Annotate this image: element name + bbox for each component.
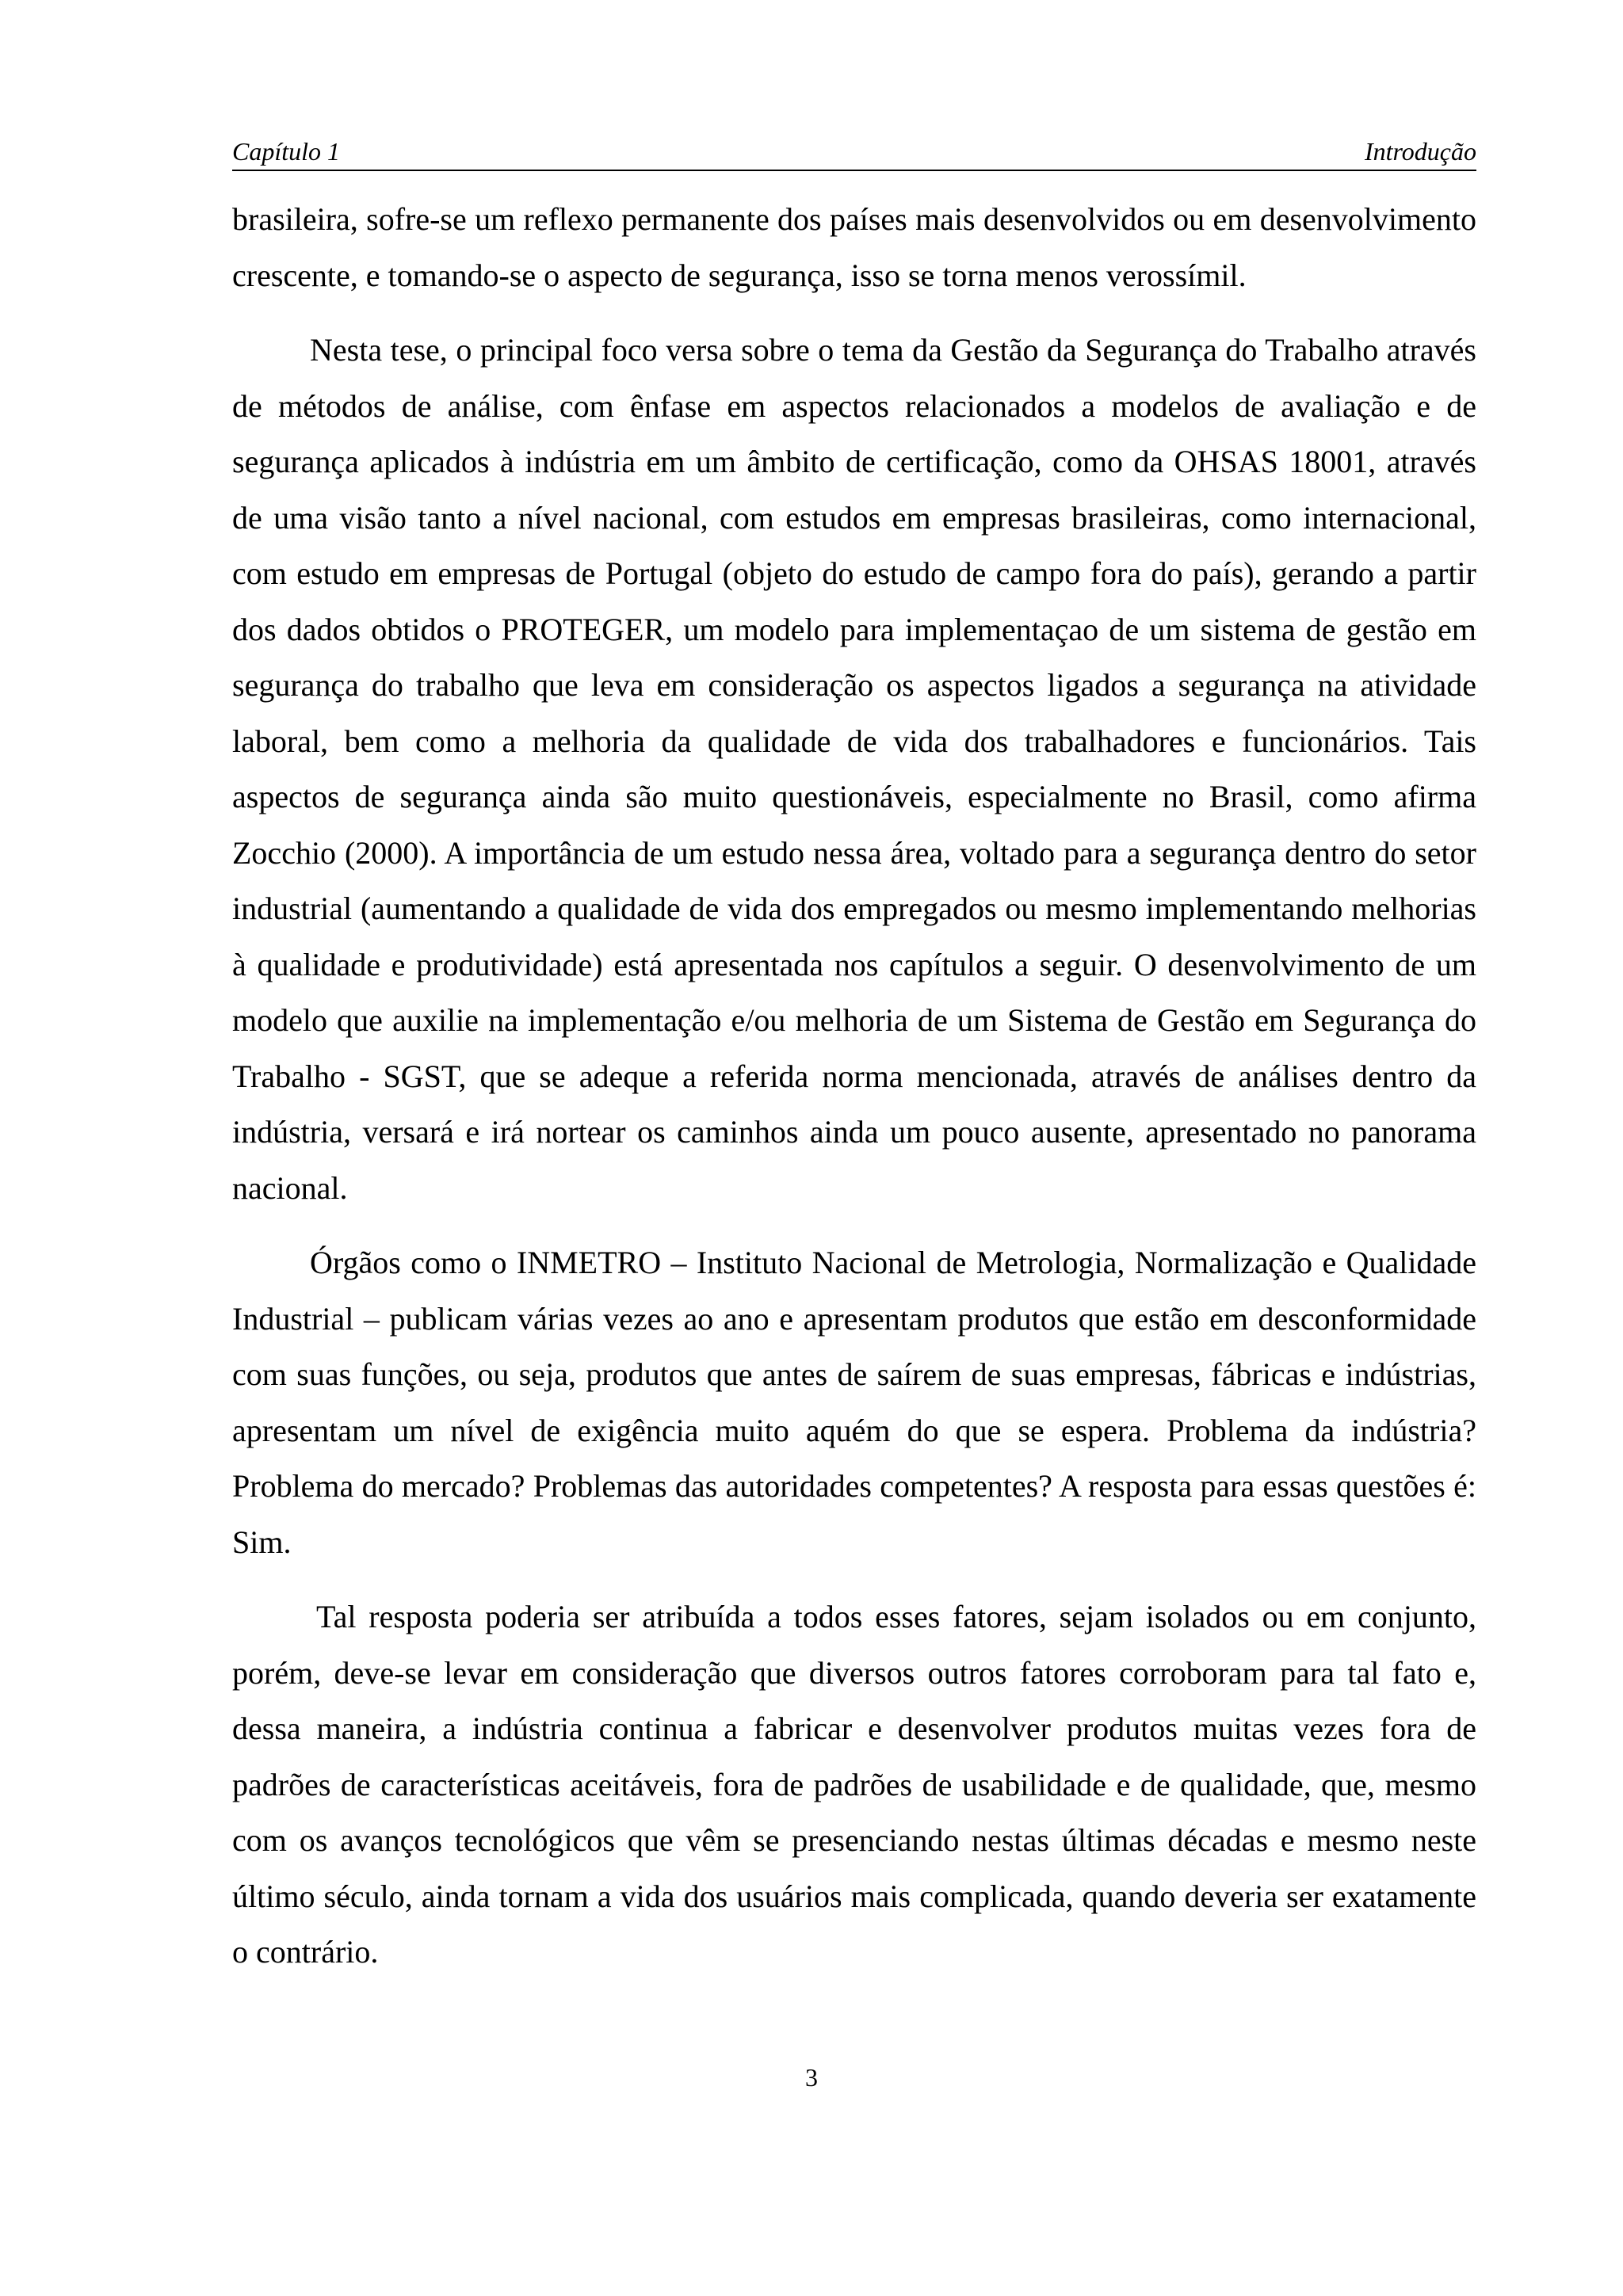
- chapter-label: Capítulo 1: [232, 137, 341, 166]
- paragraph-inmetro: Órgãos como o INMETRO – Instituto Nacional de Metrologia, Normalização e Qualidade Industrial – publicam várias vezes ao ano e apresentam produtos que estão em desconformidade com suas funções, ou seja, produtos que antes de saírem de suas empresas, fábricas e indústrias, apresentam um nível de exigência muito aquém do que se espera. Problema da indústria? Problema do mercado? Problemas das autoridades competentes? A resposta para essas questões é: Sim.: [232, 1245, 1476, 1560]
- paragraph-answer: Tal resposta poderia ser atribuída a todos esses fatores, sejam isolados ou em conjunto, porém, deve-se levar em consideração que diversos outros fatores corroboram para tal fato e, dessa maneira, a indústria continua a fabricar e desenvolver produtos muitas vezes fora de padrões de características aceitáveis, fora de padrões de usabilidade e de qualidade, que, mesmo com os avanços tecnológicos que vêm se presenciando nestas últimas décadas e mesmo neste último século, ainda tornam a vida dos usuários mais complicada, quando deveria ser exatamente o contrário.: [232, 1599, 1476, 1970]
- paragraph-continuation: brasileira, sofre-se um reflexo permanente dos países mais desenvolvidos ou em desenvolvimento crescente, e tomando-se o aspecto de segurança, isso se torna menos verossímil.: [232, 201, 1476, 293]
- page-number: 3: [805, 2063, 818, 2092]
- paragraph-thesis-focus: Nesta tese, o principal foco versa sobre o tema da Gestão da Segurança do Trabalho através de métodos de análise, com ênfase em aspectos relacionados a modelos de avaliação e de segurança aplicados à indústria em um âmbito de certificação, como da OHSAS 18001, através de uma visão tanto a nível nacional, com estudos em empresas brasileiras, como internacional, com estudo em empresas de Portugal (objeto do estudo de campo fora do país), gerando a partir dos dados obtidos o PROTEGER, um modelo para implementaçao de um sistema de gestão em segurança do trabalho que leva em consideração os aspectos ligados a segurança na atividade laboral, bem como a melhoria da qualidade de vida dos trabalhadores e funcionários. Tais aspectos de segurança ainda são muito questionáveis, especialmente no Brasil, como afirma Zocchio (2000). A importância de um estudo nessa área, voltado para a segurança dentro do setor industrial (aumentando a qualidade de vida dos empregados ou mesmo implementando melhorias à qualidade e produtividade) está apresentada nos capítulos a seguir. O desenvolvimento de um modelo que auxilie na implementação e/ou melhoria de um Sistema de Gestão em Segurança do Trabalho - SGST, que se adeque a referida norma mencionada, através de análises dentro da indústria, versará e irá nortear os caminhos ainda um pouco ausente, apresentado no panorama nacional.: [232, 332, 1476, 1206]
- section-label: Introdução: [1364, 137, 1476, 166]
- body-text: [232, 192, 1476, 2000]
- running-header: [232, 133, 1476, 171]
